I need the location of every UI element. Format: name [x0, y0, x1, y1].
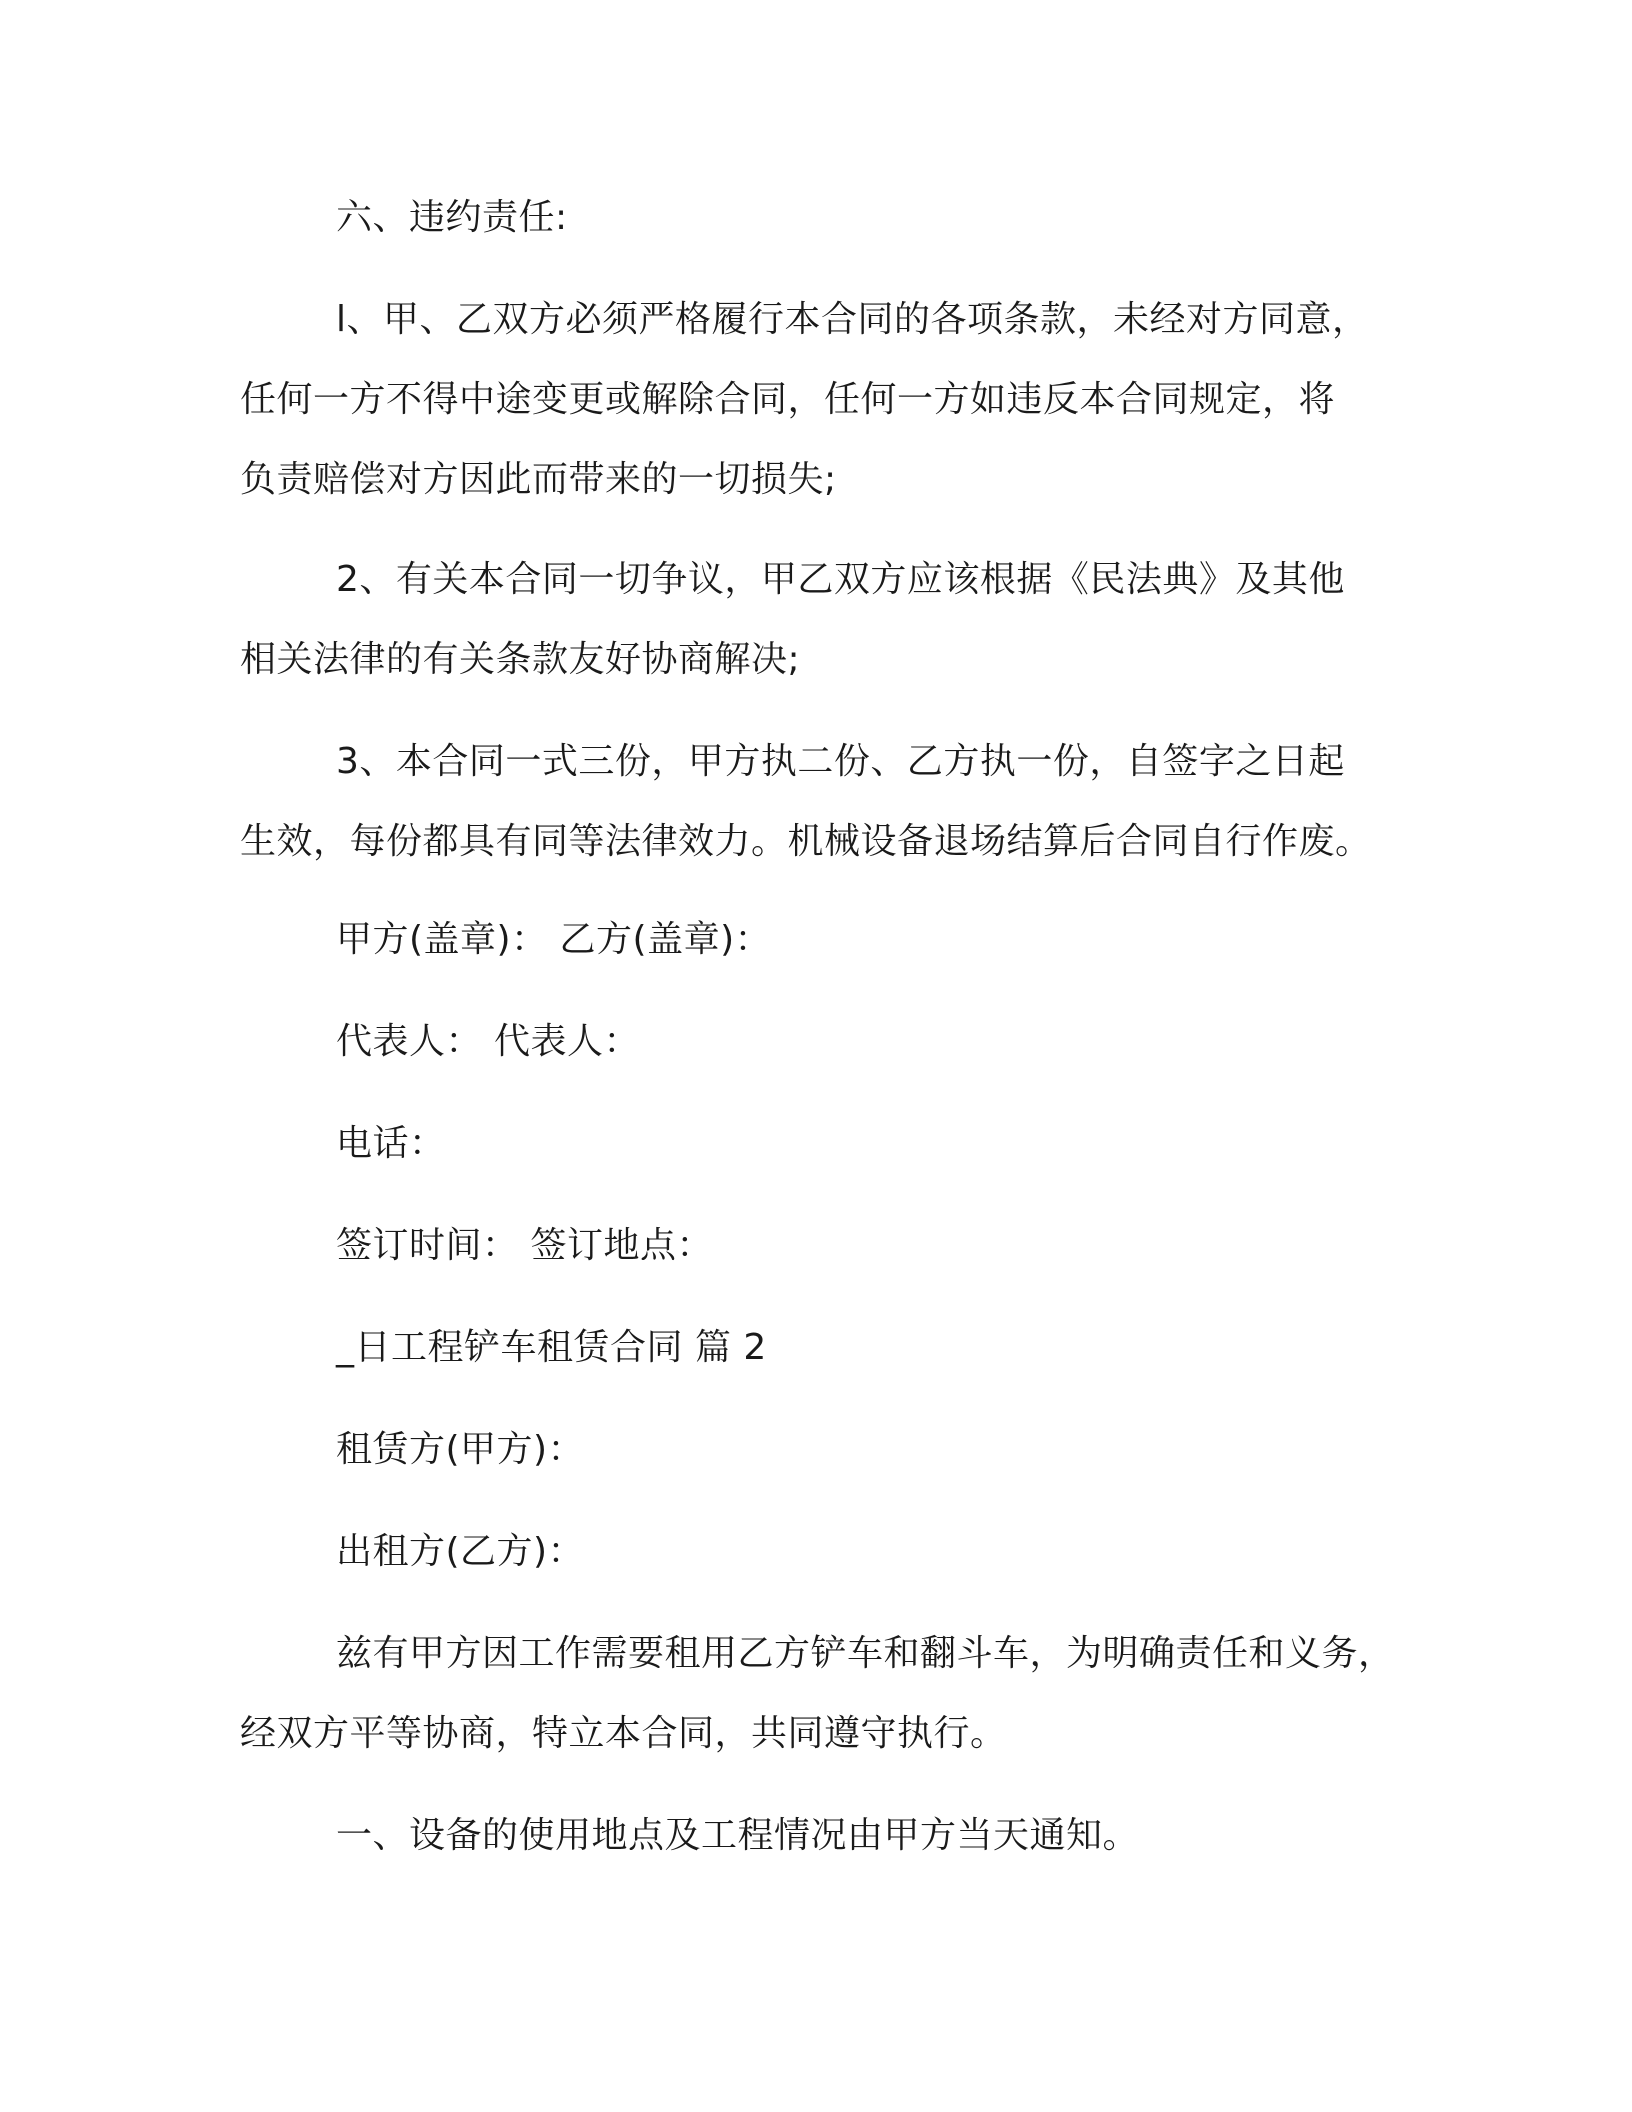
representative-line [240, 1002, 1420, 1082]
item-1-text: 一、设备的使用地点及工程情况由甲方当天通知。 [336, 1815, 1140, 1856]
phone-line-text: 电话： [336, 1123, 446, 1164]
item-1-paragraph [240, 1796, 1420, 1876]
phone-line [240, 1104, 1420, 1184]
lessor-line [240, 1512, 1420, 1592]
section-6-heading [240, 178, 1420, 258]
lessee-line-text: 租赁方(甲方)： [336, 1429, 585, 1470]
sign-line-text: 签订时间： 签订地点： [336, 1225, 713, 1266]
section-6-title: 六、违约责任: [336, 197, 568, 238]
lessor-line-text: 出租方(乙方)： [336, 1531, 585, 1572]
preamble-line-2: 经双方平等协商，特立本合同，共同遵守执行。 [240, 1713, 1007, 1754]
clause-2-paragraph [240, 540, 1420, 700]
preamble-paragraph [240, 1614, 1420, 1774]
representative-line-text: 代表人： 代表人： [336, 1021, 640, 1062]
clause-3-paragraph [240, 722, 1420, 882]
article-2-heading [240, 1308, 1420, 1388]
clause-3-line-2: 生效，每份都具有同等法律效力。机械设备退场结算后合同自行作废。 [240, 821, 1372, 862]
clause-1-line-2: 任何一方不得中途变更或解除合同，任何一方如违反本合同规定，将 [240, 379, 1336, 420]
sign-line [240, 1206, 1420, 1286]
seal-line-text: 甲方(盖章)： 乙方(盖章)： [336, 919, 772, 960]
clause-2-line-1: 2、有关本合同一切争议，甲乙双方应该根据《民法典》及其他 [336, 559, 1345, 600]
clause-1-line-3: 负责赔偿对方因此而带来的一切损失; [240, 459, 837, 500]
article-2-title: _日工程铲车租赁合同 篇 2 [336, 1327, 767, 1368]
clause-1-paragraph [240, 280, 1420, 520]
clause-1-line-1: l、甲、乙双方必须严格履行本合同的各项条款，未经对方同意， [336, 299, 1369, 340]
lessee-line [240, 1410, 1420, 1490]
seal-line [240, 900, 1420, 980]
clause-3-line-1: 3、本合同一式三份，甲方执二份、乙方执一份，自签字之日起 [336, 741, 1345, 782]
clause-2-line-2: 相关法律的有关条款友好协商解决; [240, 639, 801, 680]
preamble-line-1: 兹有甲方因工作需要租用乙方铲车和翻斗车，为明确责任和义务， [336, 1633, 1395, 1674]
